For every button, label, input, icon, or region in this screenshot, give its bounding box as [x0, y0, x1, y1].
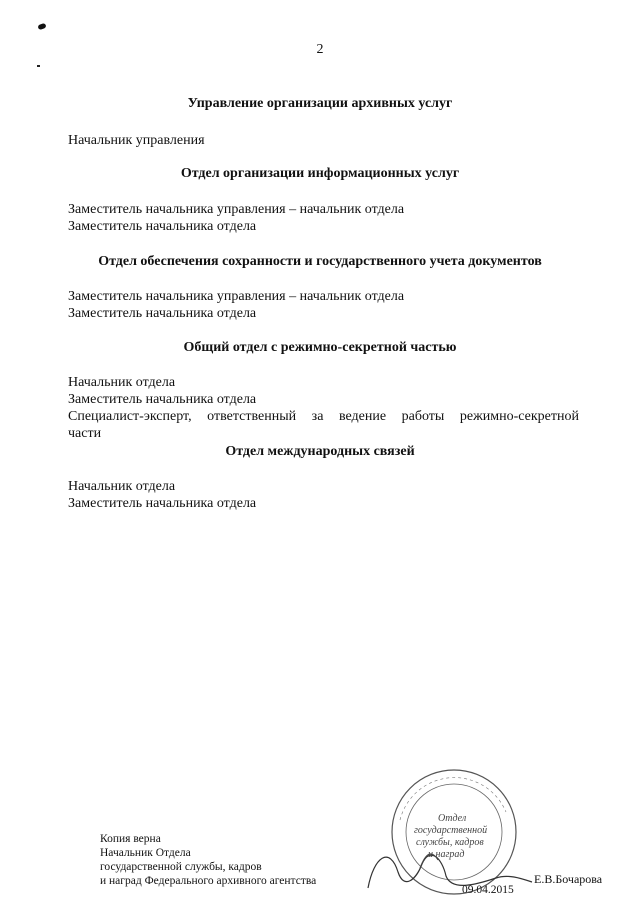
signatory-name: Е.В.Бочарова: [534, 872, 603, 886]
stamp-text: и наград: [428, 849, 465, 860]
position-line: части: [68, 426, 102, 441]
stamp-text: Отдел: [438, 813, 467, 824]
position-line: Специалист-эксперт, ответственный за ведение работы режимно-секретной: [68, 409, 579, 424]
position-line: Заместитель начальника управления – начальник отдела: [68, 289, 405, 304]
certification-line: Копия верна: [100, 833, 161, 845]
section-heading: Управление организации архивных услуг: [187, 96, 453, 111]
position-line: Заместитель начальника отдела: [68, 219, 257, 234]
position-line: Заместитель начальника отдела: [68, 306, 257, 321]
section-heading: Отдел международных связей: [225, 444, 415, 459]
position-line: Начальник управления: [68, 133, 205, 148]
position-line: Начальник отдела: [68, 375, 176, 390]
section-heading: Отдел организации информационных услуг: [180, 166, 460, 181]
section-heading: Общий отдел с режимно-секретной частью: [183, 340, 457, 355]
certification-line: государственной службы, кадров: [100, 861, 262, 873]
position-line: Заместитель начальника отдела: [68, 496, 257, 511]
position-line: Заместитель начальника управления – начальник отдела: [68, 202, 405, 217]
page-number: 2: [316, 42, 324, 57]
certification-date: 09.04.2015: [462, 884, 514, 896]
section-heading: Отдел обеспечения сохранности и государственного учета документов: [98, 254, 542, 269]
scan-mark: [37, 65, 40, 67]
certification-line: Начальник Отдела: [100, 847, 191, 859]
position-line: Заместитель начальника отдела: [68, 392, 257, 407]
certification-line: и наград Федерального архивного агентства: [100, 875, 317, 887]
scan-mark: [37, 23, 46, 30]
position-line: Начальник отдела: [68, 479, 176, 494]
stamp-text: службы, кадров: [416, 837, 484, 848]
stamp-text: государственной: [414, 825, 488, 836]
